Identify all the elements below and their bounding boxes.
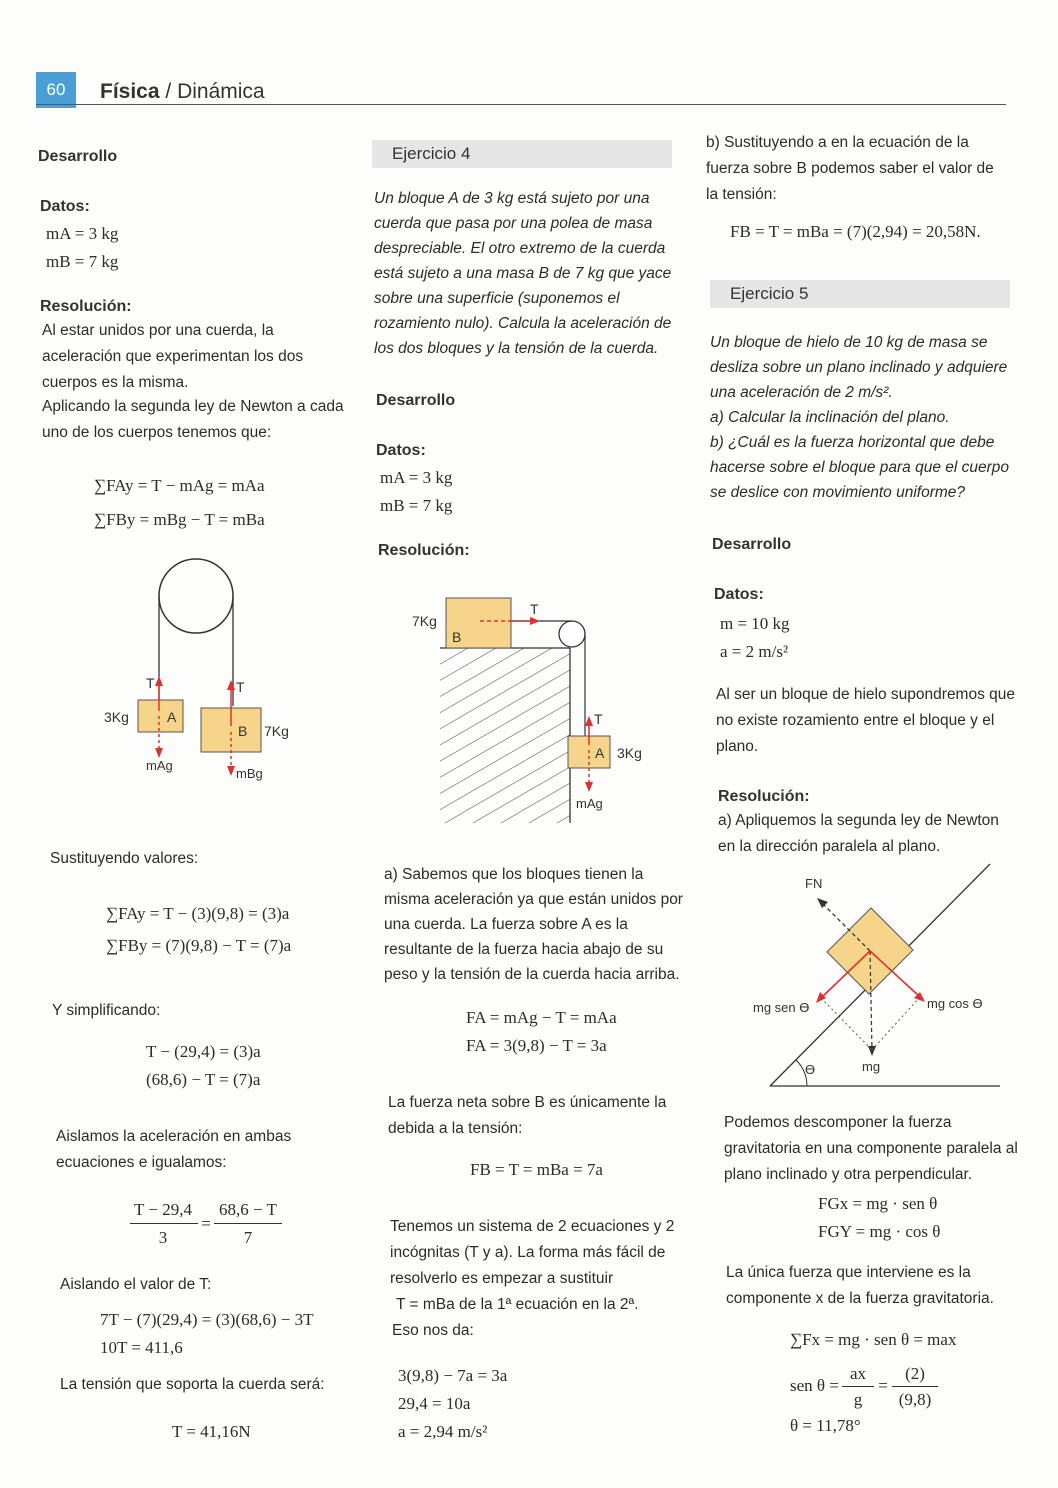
page-header-title	[100, 80, 265, 104]
tension-arrowhead-a	[155, 676, 163, 686]
col3-paragraph-b: b) Sustituyendo a en la ecuación de la fuerza sobre B podemos saber el valor de la tensión:	[706, 134, 994, 203]
col2-resolucion-heading: Resolución:	[378, 542, 470, 559]
pulley	[159, 559, 233, 633]
label-t-horizontal: T	[530, 601, 539, 617]
col3-paragraph-3: Podemos descomponer la fuerza gravitatoria en una componente paralela al plano inclinado y otra perpendicular.	[724, 1114, 1018, 1183]
frac-den2: 7	[243, 1228, 253, 1247]
label-mass-b: 7Kg	[264, 723, 289, 739]
tension-arrowhead-b	[530, 617, 540, 625]
ejercicio-5-title: Ejercicio 5	[710, 280, 1010, 308]
header-subject: Física	[100, 80, 160, 103]
label-weight-b: mBg	[236, 766, 263, 781]
eq3-num2: (2)	[905, 1364, 925, 1383]
col2-paragraph-c3: Eso nos da:	[392, 1322, 474, 1339]
weight-arrowhead	[868, 1046, 876, 1056]
col1-desarrollo-heading: Desarrollo	[38, 148, 118, 165]
col1-resolucion-p2: Aplicando la segunda ley de Newton a cada uno de los cuerpos tenemos que:	[42, 398, 344, 441]
pulley-hanging-diagram	[96, 556, 336, 796]
eq3-lhs: sen θ =	[790, 1376, 839, 1395]
label-block-a: A	[595, 745, 605, 761]
col2-eq2: FB = T = mBa = 7a	[470, 1160, 603, 1179]
col3-eq1-b: FGY = mg · cos θ	[818, 1222, 941, 1241]
col3-datos-heading: Datos:	[714, 586, 764, 603]
col3-paragraph-1: Al ser un bloque de hielo supondremos que no existe rozamiento entre el bloque y el plano.	[716, 686, 1016, 755]
col1-eq2-a: ∑FAy = T − (3)(9,8) = (3)a	[106, 904, 290, 923]
col1-simplificando: Y simplificando:	[52, 1002, 161, 1019]
ejercicio-5-part-b: b) ¿Cuál es la fuerza horizontal que debe hacerse sobre el bloque para que el cuerpo se deslice con movimiento uniforme?	[710, 434, 1010, 501]
col2-eq3-c: a = 2,94 m/s²	[398, 1422, 488, 1441]
frac-den1: 3	[158, 1228, 168, 1247]
header-rule	[36, 104, 1006, 105]
col1-sustituyendo: Sustituyendo valores:	[50, 850, 199, 867]
col1-tension-text: La tensión que soporta la cuerda será:	[60, 1376, 325, 1393]
label-mg-sen: mg sen ϴ	[753, 1000, 810, 1015]
frac-num2: 68,6 − T	[219, 1200, 277, 1219]
col3-datos-m: m = 10 kg	[720, 614, 790, 633]
col1-result: T = 41,16N	[172, 1422, 251, 1441]
col2-datos-ma: mA = 3 kg	[380, 468, 453, 487]
col2-datos-heading: Datos:	[376, 442, 426, 459]
label-mass-b: 7Kg	[412, 613, 437, 629]
table-surface	[440, 648, 570, 823]
tension-arrowhead-b	[227, 680, 235, 690]
label-t-vertical: T	[594, 711, 603, 727]
ejercicio-5-part-a: a) Calcular la inclinación del plano.	[710, 409, 950, 426]
eq3-equals: =	[878, 1376, 888, 1395]
ejercicio-5-statement: Un bloque de hielo de 10 kg de masa se desliza sobre un plano inclinado y adquiere una aceleración de 2 m/s².	[710, 334, 1008, 401]
projection-line-2	[872, 997, 920, 1050]
label-mg-cos: mg cos ϴ	[927, 996, 983, 1011]
col1-eq2-b: ∑FBy = (7)(9,8) − T = (7)a	[106, 936, 292, 955]
header-separator: /	[159, 80, 178, 103]
pulley	[559, 621, 585, 647]
col2-eq3-b: 29,4 = 10a	[398, 1394, 471, 1413]
projection-line-1	[821, 998, 872, 1050]
weight-arrowhead-a	[585, 782, 593, 792]
col3-eq3-fraction	[790, 1360, 970, 1416]
eq3-den2: (9,8)	[898, 1390, 932, 1409]
col2-paragraph-c2: T = mBa de la 1ª ecuación en la 2ª.	[396, 1296, 639, 1313]
col1-eq3-b: (68,6) − T = (7)a	[146, 1070, 261, 1089]
label-theta: ϴ	[805, 1062, 816, 1077]
weight-arrowhead-b	[227, 766, 235, 776]
frac-num1: T − 29,4	[134, 1200, 192, 1219]
col1-aislamos: Aislamos la aceleración en ambas ecuaciones e igualamos:	[56, 1128, 292, 1171]
col3-paragraph-4: La única fuerza que interviene es la componente x de la fuerza gravitatoria.	[726, 1264, 994, 1307]
col2-desarrollo-heading: Desarrollo	[376, 392, 456, 409]
label-weight-a: mAg	[576, 796, 603, 811]
eq3-num1: ax	[849, 1364, 867, 1383]
col2-eq1-a: FA = mAg − T = mAa	[466, 1008, 617, 1027]
col2-paragraph-b: La fuerza neta sobre B es únicamente la debida a la tensión:	[388, 1094, 667, 1137]
col3-eq2: ∑Fx = mg · sen θ = max	[790, 1330, 957, 1349]
label-block-a: A	[167, 709, 177, 725]
label-block-b: B	[452, 629, 462, 645]
col3-eq4: θ = 11,78°	[790, 1416, 861, 1435]
label-t-right: T	[236, 679, 245, 695]
ejercicio-4-statement: Un bloque A de 3 kg está sujeto por una cuerda que pasa por una polea de masa despreciable. El otro extremo de la cuerda está sujeto a una masa B de 7 kg que yace sobre una superficie (suponemos el rozamiento nulo). Calcula la aceleración de los dos bloques y la tensión de la cuerda.	[374, 190, 672, 357]
col2-eq1-b: FA = 3(9,8) − T = 3a	[466, 1036, 607, 1055]
label-normal-force: FN	[805, 876, 823, 891]
col1-fraction-equation	[128, 1196, 288, 1256]
col2-eq3-a: 3(9,8) − 7a = 3a	[398, 1366, 508, 1385]
eq3-den1: g	[853, 1390, 863, 1409]
col1-eq3-a: T − (29,4) = (3)a	[146, 1042, 261, 1061]
col3-datos-a: a = 2 m/s²	[720, 642, 789, 661]
tension-arrowhead-a	[585, 716, 593, 726]
col3-resolucion-heading: Resolución:	[718, 788, 810, 805]
label-block-b: B	[238, 723, 248, 739]
col2-paragraph-a: a) Sabemos que los bloques tienen la misma aceleración ya que están unidos por una cuerda. La fuerza sobre A es la resultante de la fuerza hacia abajo de su peso y la tensión de la cuerda hacia arriba.	[384, 866, 683, 983]
col1-resolucion-p1: Al estar unidos por una cuerda, la aceleración que experimentan los dos cuerpos es la misma.	[42, 322, 304, 391]
col1-datos-mb: mB = 7 kg	[46, 252, 119, 271]
col1-eq1-a: ∑FAy = T − mAg = mAa	[94, 476, 265, 495]
col2-datos-mb: mB = 7 kg	[380, 496, 453, 515]
col2-paragraph-c: Tenemos un sistema de 2 ecuaciones y 2 incógnitas (T y a). La forma más fácil de resolverlo es empezar a sustituir	[390, 1218, 675, 1287]
col3-eq1-a: FGx = mg · sen θ	[818, 1194, 938, 1213]
col1-aislando: Aislando el valor de T:	[60, 1276, 212, 1293]
page-number: 60	[36, 72, 76, 108]
frac-equals: =	[201, 1214, 211, 1233]
col1-datos-ma: mA = 3 kg	[46, 224, 119, 243]
col1-eq4-b: 10T = 411,6	[100, 1338, 183, 1357]
col3-paragraph-2: a) Apliquemos la segunda ley de Newton en la dirección paralela al plano.	[718, 812, 999, 855]
header-topic: Dinámica	[177, 80, 265, 103]
table-pulley-diagram	[400, 590, 660, 830]
ejercicio-4-title: Ejercicio 4	[372, 140, 672, 168]
col1-resolucion-heading: Resolución:	[40, 298, 132, 315]
col1-datos-heading: Datos:	[40, 198, 90, 215]
label-weight-a: mAg	[146, 758, 173, 773]
label-t-left: T	[146, 675, 155, 691]
col1-eq4-a: 7T − (7)(29,4) = (3)(68,6) − 3T	[100, 1310, 314, 1329]
label-mass-a: 3Kg	[104, 709, 129, 725]
col3-desarrollo-heading: Desarrollo	[712, 536, 792, 553]
weight-arrowhead-a	[155, 748, 163, 758]
col3-eq-b: FB = T = mBa = (7)(2,94) = 20,58N.	[730, 222, 981, 241]
inclined-plane-diagram	[745, 858, 1010, 1093]
normal-force-arrowhead	[817, 898, 828, 908]
col1-eq1-b: ∑FBy = mBg − T = mBa	[94, 510, 265, 529]
label-mg: mg	[862, 1059, 881, 1074]
label-mass-a: 3Kg	[617, 745, 642, 761]
